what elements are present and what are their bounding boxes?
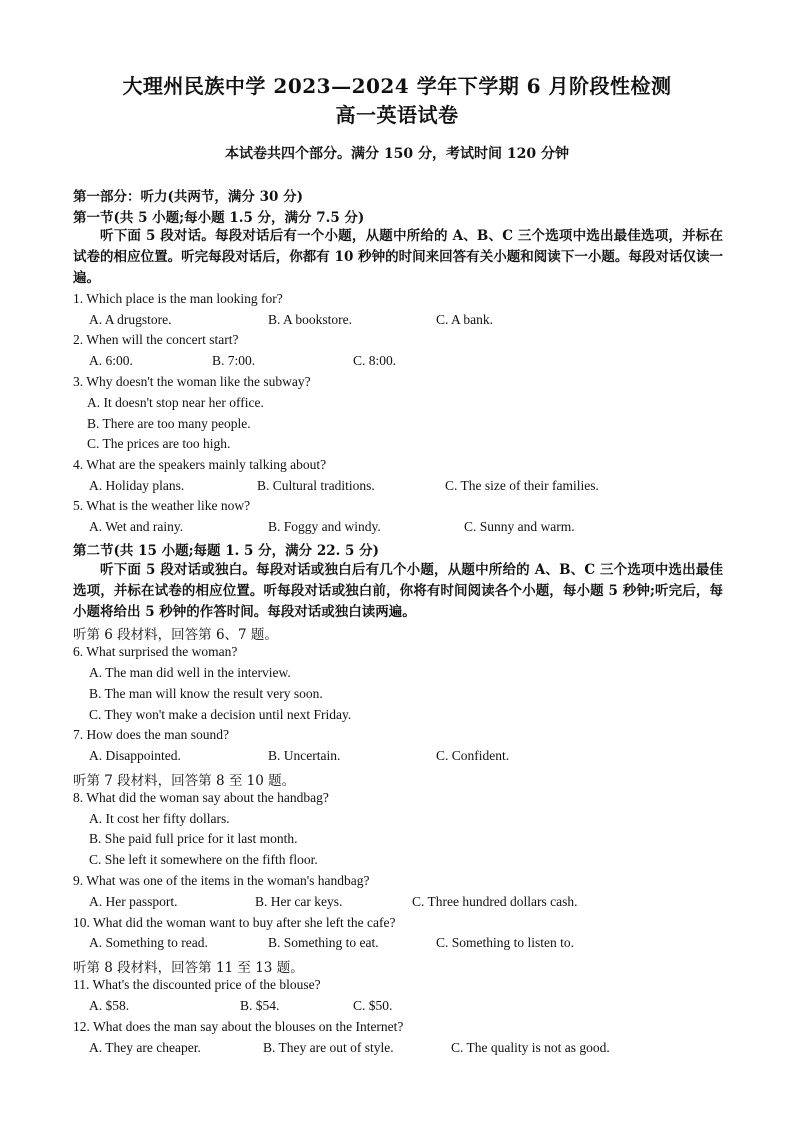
question-2-option-b: B. 7:00. bbox=[212, 353, 256, 368]
question-8-stem: 8. What did the woman say about the handbag? bbox=[73, 790, 329, 805]
question-7-option-b: B. Uncertain. bbox=[268, 748, 341, 763]
question-6-stem: 6. What surprised the woman? bbox=[73, 644, 238, 659]
question-2-stem: 2. When will the concert start? bbox=[73, 332, 239, 347]
question-6-option-a: A. The man did well in the interview. bbox=[89, 665, 291, 680]
section2-heading: 第二节(共 15 小题;每题 1. 5 分，满分 22. 5 分) bbox=[73, 543, 380, 559]
section1-heading: 第一节(共 5 小题;每小题 1.5 分，满分 7.5 分) bbox=[73, 210, 365, 226]
exam-title: 大理州民族中学 2023—2024 学年下学期 6 月阶段性检测 bbox=[122, 74, 672, 98]
question-9-stem: 9. What was one of the items in the woman's handbag? bbox=[73, 873, 370, 888]
question-4-option-c: C. The size of their families. bbox=[445, 478, 599, 493]
question-5-option-c: C. Sunny and warm. bbox=[464, 519, 575, 534]
question-1-option-b: B. A bookstore. bbox=[268, 312, 353, 327]
question-12-option-c: C. The quality is not as good. bbox=[451, 1040, 610, 1055]
question-8-option-b: B. She paid full price for it last month. bbox=[89, 831, 298, 846]
question-3-option-c: C. The prices are too high. bbox=[87, 436, 231, 451]
question-12-option-a: A. They are cheaper. bbox=[89, 1040, 201, 1055]
question-4-stem: 4. What are the speakers mainly talking about? bbox=[73, 457, 327, 472]
question-3-option-a: A. It doesn't stop near her office. bbox=[87, 395, 264, 410]
question-1-stem: 1. Which place is the man looking for? bbox=[73, 291, 283, 306]
question-11-stem: 11. What's the discounted price of the blouse? bbox=[73, 977, 321, 992]
question-3-stem: 3. Why doesn't the woman like the subway? bbox=[73, 374, 311, 389]
question-6-option-b: B. The man will know the result very soon. bbox=[89, 686, 323, 701]
question-11-option-a: A. $58. bbox=[89, 998, 130, 1013]
section1-instructions: 听下面 5 段对话。每段对话后有一个小题，从题中所给的 A、B、C 三个选项中选出最佳选项，并标在试卷的相应位置。听完每段对话后，你都有 10 秒钟的时间来回答有关小题和阅读下一小题。每段对话仅读一遍。 bbox=[73, 228, 723, 286]
question-1-option-a: A. A drugstore. bbox=[89, 312, 172, 327]
question-7-option-a: A. Disappointed. bbox=[89, 748, 181, 763]
question-8-option-a: A. It cost her fifty dollars. bbox=[89, 811, 230, 826]
question-7-option-c: C. Confident. bbox=[436, 748, 510, 763]
exam-subtitle: 高一英语试卷 bbox=[335, 103, 459, 127]
question-12-option-b: B. They are out of style. bbox=[263, 1040, 394, 1055]
question-5-option-a: A. Wet and rainy. bbox=[89, 519, 184, 534]
material-7-label: 听第 7 段材料，回答第 8 至 10 题。 bbox=[73, 773, 296, 789]
question-10-option-c: C. Something to listen to. bbox=[436, 935, 575, 950]
question-4-option-b: B. Cultural traditions. bbox=[257, 478, 375, 493]
question-8-option-c: C. She left it somewhere on the fifth floor. bbox=[89, 852, 318, 867]
exam-note: 本试卷共四个部分。满分 150 分，考试时间 120 分钟 bbox=[225, 146, 569, 162]
question-9-option-c: C. Three hundred dollars cash. bbox=[412, 894, 578, 909]
question-12-stem: 12. What does the man say about the blouses on the Internet? bbox=[73, 1019, 404, 1034]
question-3-option-b: B. There are too many people. bbox=[87, 416, 251, 431]
material-6-label: 听第 6 段材料，回答第 6、7 题。 bbox=[73, 627, 278, 643]
question-11-option-c: C. $50. bbox=[353, 998, 393, 1013]
question-10-stem: 10. What did the woman want to buy after she left the cafe? bbox=[73, 915, 396, 930]
question-5-option-b: B. Foggy and windy. bbox=[268, 519, 381, 534]
question-9-option-b: B. Her car keys. bbox=[255, 894, 343, 909]
question-4-option-a: A. Holiday plans. bbox=[89, 478, 185, 493]
material-8-label: 听第 8 段材料，回答第 11 至 13 题。 bbox=[73, 960, 304, 976]
part1-heading: 第一部分：听力(共两节，满分 30 分) bbox=[73, 189, 303, 205]
section2-instructions: 听下面 5 段对话或独白。每段对话或独白后有几个小题，从题中所给的 A、B、C 三个选项中选出最佳选项，并标在试卷的相应位置。听每段对话或独白前，你将有时间阅读各个小题，每小题 5 秒钟;听完后，每小题将给出 5 秒钟的作答时间。每段对话或独白读两遍。 bbox=[73, 562, 723, 620]
question-7-stem: 7. How does the man sound? bbox=[73, 727, 229, 742]
question-5-stem: 5. What is the weather like now? bbox=[73, 498, 251, 513]
question-10-option-a: A. Something to read. bbox=[89, 935, 208, 950]
question-6-option-c: C. They won't make a decision until next Friday. bbox=[89, 707, 352, 722]
question-11-option-b: B. $54. bbox=[240, 998, 280, 1013]
question-9-option-a: A. Her passport. bbox=[89, 894, 178, 909]
question-1-option-c: C. A bank. bbox=[436, 312, 494, 327]
question-2-option-a: A. 6:00. bbox=[89, 353, 133, 368]
question-10-option-b: B. Something to eat. bbox=[268, 935, 379, 950]
question-2-option-c: C. 8:00. bbox=[353, 353, 397, 368]
